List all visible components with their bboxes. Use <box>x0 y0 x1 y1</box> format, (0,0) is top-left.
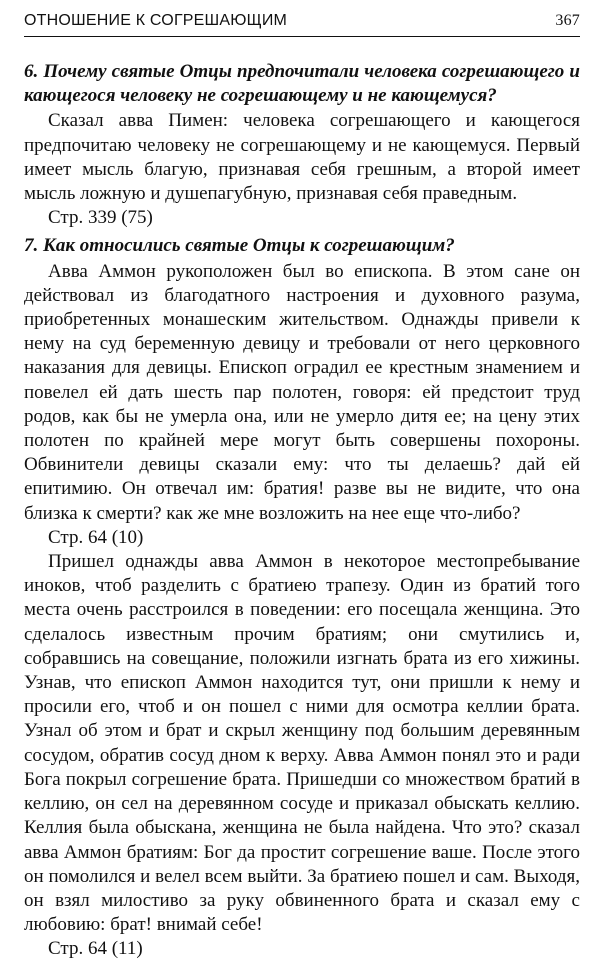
header-rule <box>24 36 580 37</box>
running-head <box>24 12 580 30</box>
paragraph: Сказал авва Пимен: человека согрешающего и кающегося предпочитаю человеку не согрешающему и не кающемуся. Первый имеет мысль благую, признавая себя грешным, а второй имеет мысль ложную и душепагубную, признавая себя праведным. <box>24 110 580 205</box>
source-reference: Стр. 64 (10) <box>48 526 144 548</box>
question-heading: 6. Почему святые Отцы предпочитали человека согрешающего и кающегося человеку не согрешающему и не кающемуся? <box>24 61 580 107</box>
chapter-title: ОТНОШЕНИЕ К СОГРЕШАЮЩИМ <box>24 12 288 29</box>
source-reference: Стр. 339 (75) <box>48 207 153 229</box>
paragraph: Авва Аммон рукоположен был во епископа. В этом сане он действовал из благодатного настроения и духовного разума, приобретенных монашеским жительством. Однажды привели к нему на суд беременную девицу и требовали от него церковного наказания для девицы. Епископ оградил ее крестным знамением и повелел ей дать шесть пар полотен, говоря: ей предстоит труд родов, как бы не умерла она, или не умерло дитя ее; на цену этих полотен по крайней мере могут быть совершены похороны. Обвинители девицы сказали ему: что ты делаешь? дай ей епитимию. Он отвечал им: братия! разве вы не видите, что она близка к смерти? как же мне возложить на нее еще что-либо? <box>24 260 580 524</box>
source-reference: Стр. 64 (11) <box>48 938 143 960</box>
page-content <box>24 60 580 962</box>
question-heading: 7. Как относились святые Отцы к согрешающим? <box>24 235 455 257</box>
page-number: 367 <box>555 12 580 29</box>
paragraph: Пришел однажды авва Аммон в некоторое местопребывание иноков, чтоб разделить с братиею трапезу. Один из братий того места очень расстроился в поведении: его посещала женщина. Это сделалось известным прочим братиям; они смутились и, собравшись на совещание, положили изгнать брата из его хижины. Узнав, что епископ Аммон находится тут, они пришли к нему и просили его, чтоб и он пошел с ними для осмотра келлии брата. Узнал об этом и брат и скрыл женщину под большим деревянным сосудом, обратив сосуд дном к верху. Авва Аммон понял это и ради Бога покрыл согрешение брата. Пришедши со множеством братий в келлию, он сел на деревянном сосуде и приказал обыскать келлию. Келлия была обыскана, женщина не была найдена. Что это? сказал авва Аммон братиям: Бог да простит согрешение ваше. После этого он помолился и велел всем выйти. За братиею пошел и сам. Выходя, он взял милостиво за руку обвиненного брата и сказал ему с любовию: брат! внимай себе! <box>24 551 580 936</box>
